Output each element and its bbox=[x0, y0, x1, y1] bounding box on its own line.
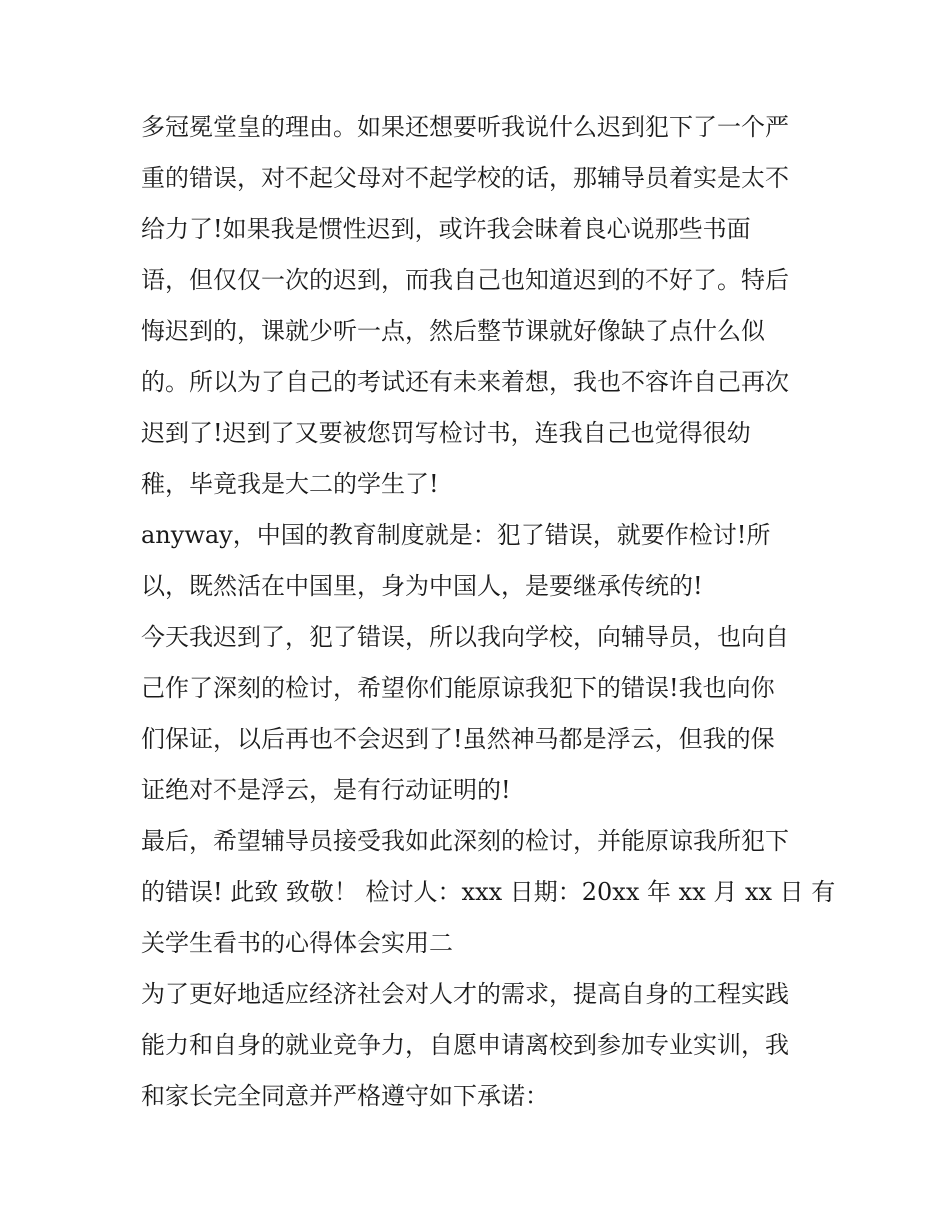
text-line: 和家长完全同意并严格遵守如下承诺： bbox=[141, 1082, 549, 1110]
text-line: 能力和自身的就业竞争力，自愿申请离校到参加专业实训，我 bbox=[141, 1031, 789, 1059]
text-line: 最后，希望辅导员接受我如此深刻的检讨，并能原谅我所犯下 bbox=[141, 827, 789, 855]
text-line: 们保证，以后再也不会迟到了!虽然神马都是浮云，但我的保 bbox=[141, 725, 775, 753]
text-line: 给力了!如果我是惯性迟到，或许我会昧着良心说那些书面 bbox=[141, 215, 751, 243]
text-line: 稚，毕竟我是大二的学生了! bbox=[141, 470, 439, 498]
text-line: 多冠冕堂皇的理由。如果还想要听我说什么迟到犯下了一个严 bbox=[141, 113, 789, 141]
text-line: 悔迟到的，课就少听一点，然后整节课就好像缺了点什么似 bbox=[141, 317, 765, 345]
text-line: anyway，中国的教育制度就是：犯了错误，就要作检讨!所 bbox=[141, 521, 771, 549]
text-line: 关学生看书的心得体会实用二 bbox=[141, 929, 453, 957]
text-line: 的。所以为了自己的考试还有未来着想，我也不容许自己再次 bbox=[141, 368, 789, 396]
text-line: 语，但仅仅一次的迟到，而我自己也知道迟到的不好了。特后 bbox=[141, 266, 789, 294]
text-line: 为了更好地适应经济社会对人才的需求，提高自身的工程实践 bbox=[141, 980, 789, 1008]
text-line: 迟到了!迟到了又要被您罚写检讨书，连我自己也觉得很幼 bbox=[141, 419, 751, 447]
text-line: 以，既然活在中国里，身为中国人，是要继承传统的! bbox=[141, 572, 703, 600]
text-line: 今天我迟到了，犯了错误，所以我向学校，向辅导员，也向自 bbox=[141, 623, 789, 651]
text-line: 证绝对不是浮云，是有行动证明的! bbox=[141, 776, 511, 804]
text-line: 重的错误，对不起父母对不起学校的话，那辅导员着实是太不 bbox=[141, 164, 789, 192]
text-line: 的错误! 此致 致敬！ 检讨人：xxx 日期：20xx 年 xx 月 xx 日 有 bbox=[141, 878, 836, 906]
text-line: 己作了深刻的检讨，希望你们能原谅我犯下的错误!我也向你 bbox=[141, 674, 775, 702]
document-body bbox=[141, 102, 836, 1122]
